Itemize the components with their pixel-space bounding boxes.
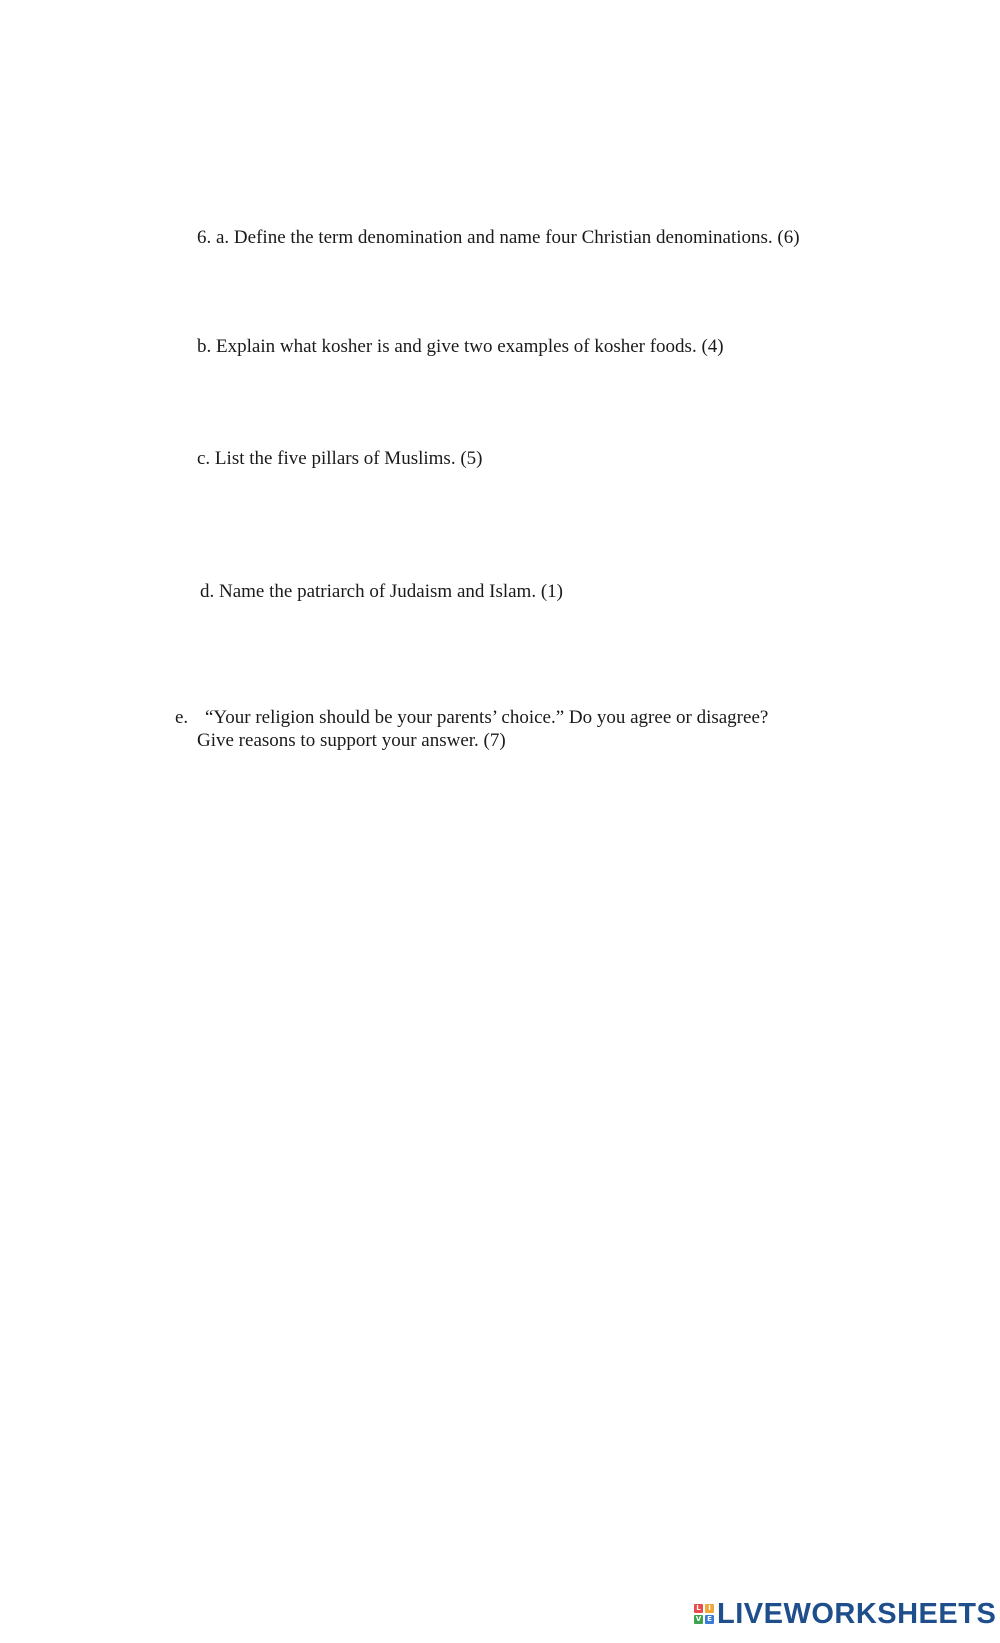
logo-square-i: I (705, 1604, 714, 1613)
question-6c: c. List the five pillars of Muslims. (5) (197, 448, 483, 469)
brand-name: LIVEWORKSHEETS (717, 1598, 997, 1630)
question-6e-marker: e. (175, 707, 189, 728)
logo-square-l: L (694, 1604, 703, 1613)
question-6b: b. Explain what kosher is and give two examples of kosher foods. (4) (197, 336, 724, 357)
logo-square-e: E (705, 1615, 714, 1624)
liveworksheets-brand (694, 1598, 996, 1630)
question-6a: 6. a. Define the term denomination and name four Christian denominations. (6) (197, 227, 800, 248)
logo-square-v: V (695, 1615, 702, 1623)
question-6e-line-2: Give reasons to support your answer. (7) (197, 730, 506, 751)
liveworksheets-logo-icon (694, 1604, 714, 1624)
question-6e-line-1: “Your religion should be your parents’ choice.” Do you agree or disagree? (205, 707, 769, 728)
question-6d: d. Name the patriarch of Judaism and Islam. (1) (200, 581, 563, 602)
